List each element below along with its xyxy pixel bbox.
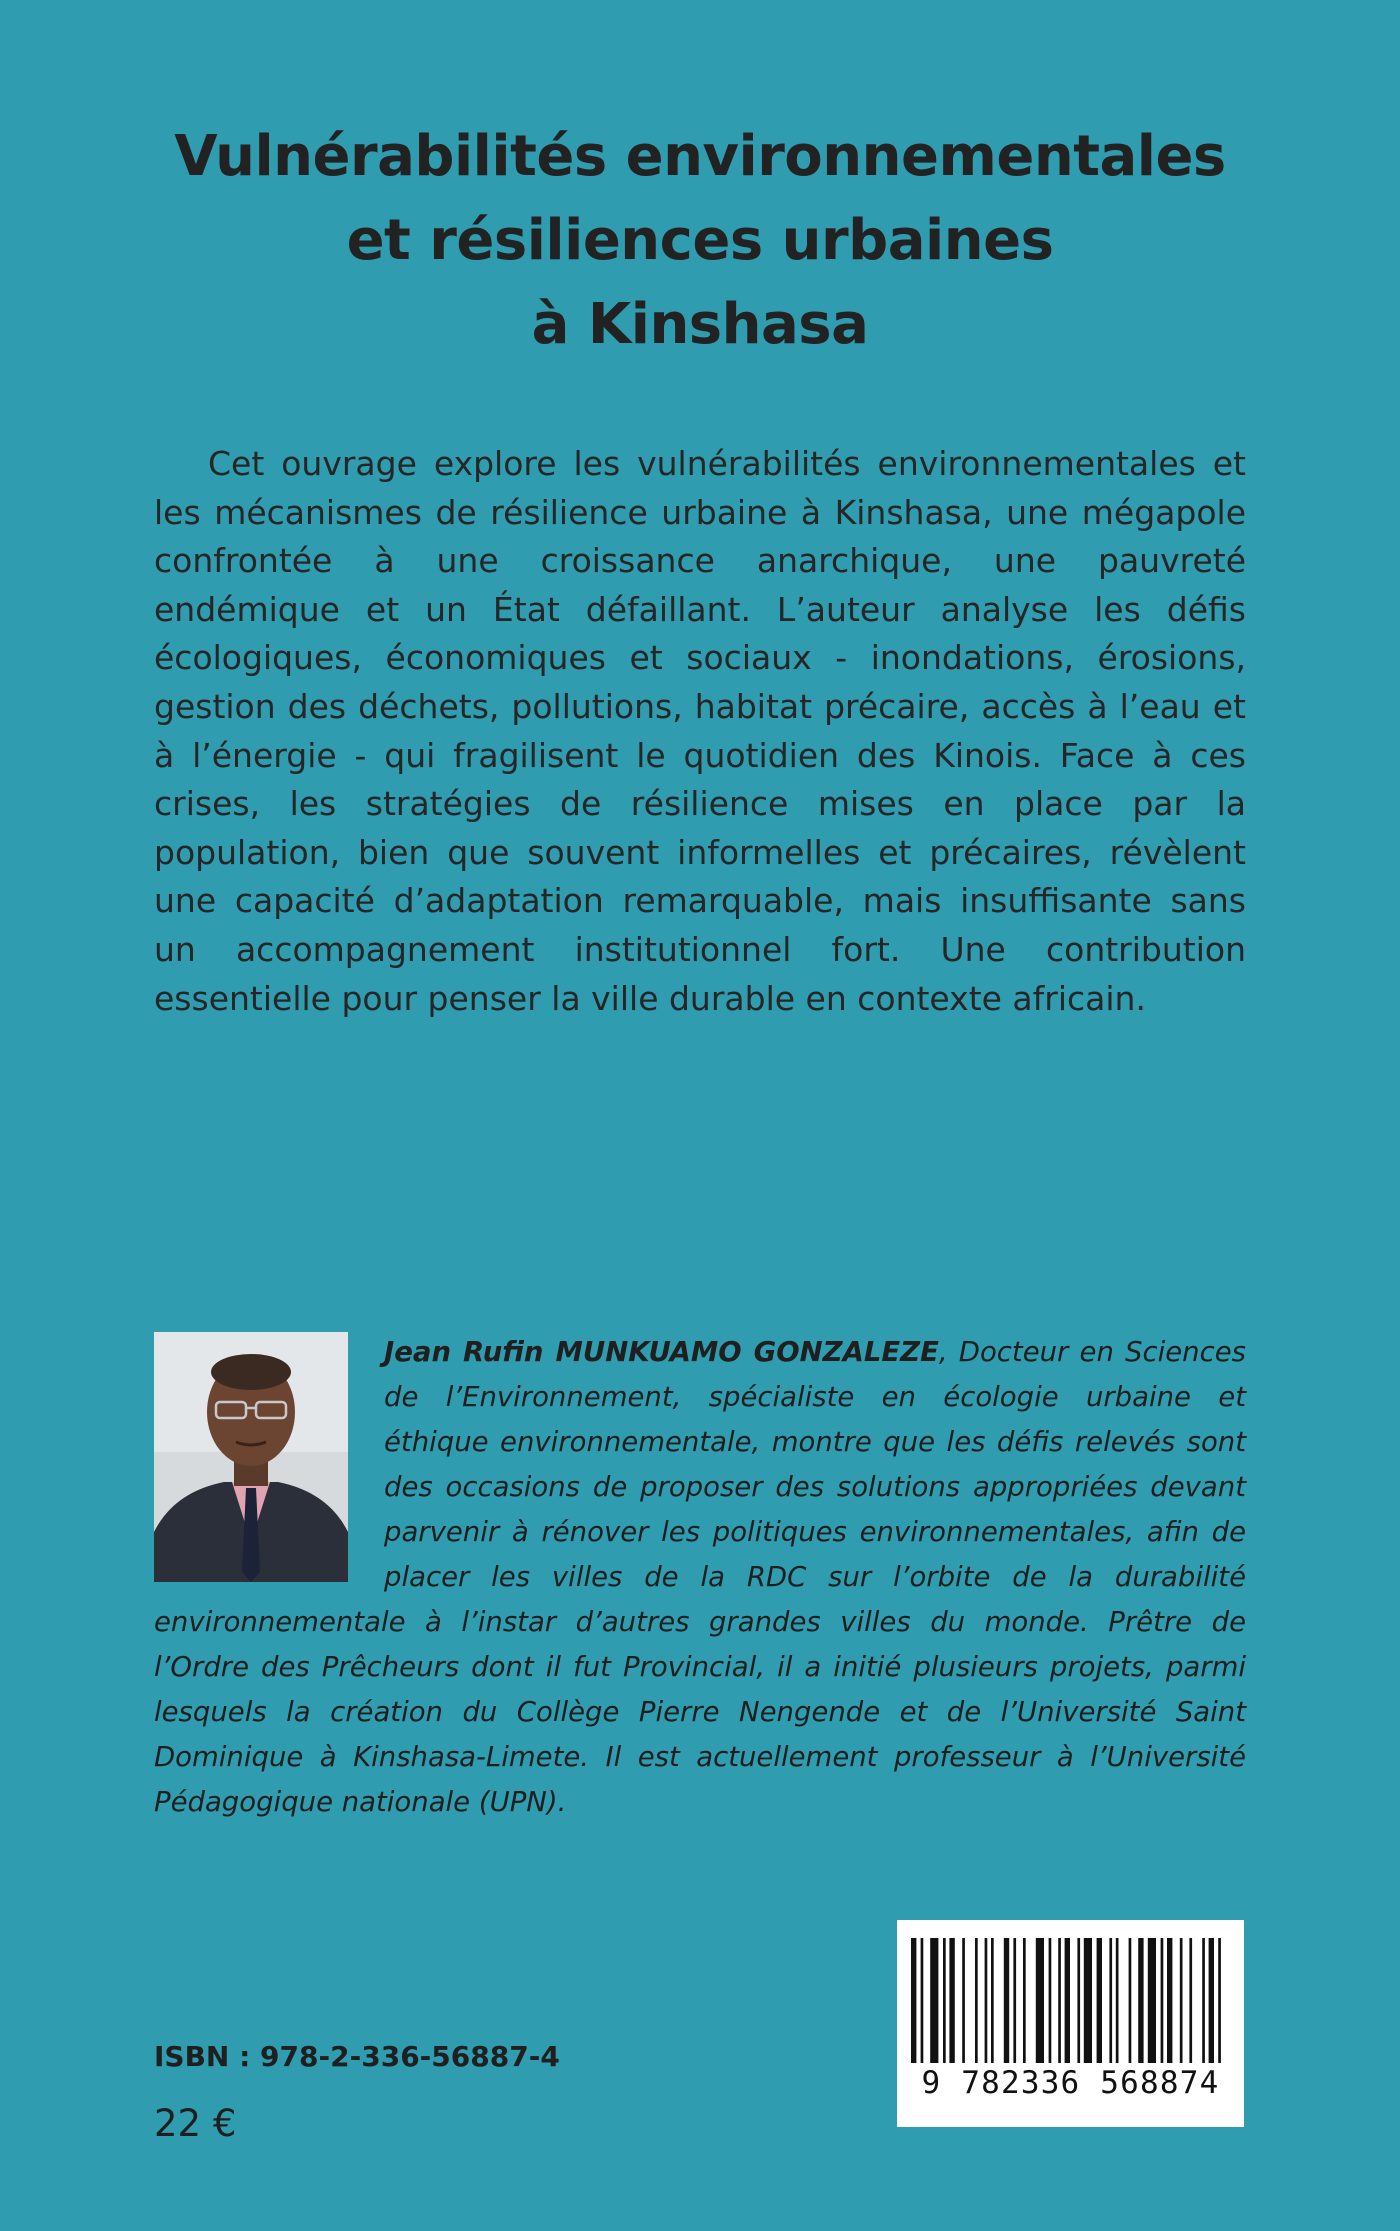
- barcode-bar: [1084, 1938, 1092, 2063]
- barcode-bar: [1167, 1938, 1172, 2063]
- barcode-bar: [1202, 1938, 1205, 2063]
- author-photo: [154, 1332, 348, 1582]
- barcode-bar: [985, 1938, 988, 2063]
- barcode-bar: [930, 1938, 938, 2063]
- barcode-bar: [1065, 1938, 1070, 2063]
- book-summary: Cet ouvrage explore les vulnérabilités environnementales et les mécanismes de résilience urbaine à Kinshasa, une mégapole confrontée à une croissance anarchique, une pauvreté endémique et un État défaillant. L’auteur analyse les défis écologiques, économiques et sociaux - inondations, érosions, gestion des déchets, pollutions, habitat précaire, accès à l’eau et à l’énergie - qui fragilisent le quotidien des Kinois. Face à ces crises, les stratégies de résilience mises en place par la population, bien que souvent informelles et précaires, révèlent une capacité d’adaptation remarquable, mais insuffisante sans un accompagnement institutionnel fort. Une contribution essentielle pour penser la ville durable en contexte africain.: [154, 444, 1246, 1018]
- barcode-bar: [1036, 1938, 1044, 2063]
- barcode-bar: [1189, 1938, 1192, 2063]
- book-title: [0, 115, 1400, 367]
- barcode-bar: [962, 1938, 965, 2063]
- barcode-bar: [1218, 1938, 1221, 2063]
- barcode-bar: [1109, 1938, 1112, 2063]
- barcode-bar: [1209, 1938, 1214, 2063]
- barcode-bar: [1004, 1938, 1009, 2063]
- title-line: et résiliences urbaines: [346, 208, 1054, 273]
- barcode-bar: [1097, 1938, 1102, 2063]
- barcode-bar: [943, 1938, 946, 2063]
- barcode-bar: [1180, 1938, 1183, 2063]
- title-line: à Kinshasa: [531, 292, 869, 357]
- barcode-bar: [1138, 1938, 1143, 2063]
- author-bio-block: [154, 1330, 1246, 1825]
- barcode-bar: [1148, 1938, 1156, 2063]
- barcode-bar: [1116, 1938, 1119, 2063]
- barcode-bar: [975, 1938, 978, 2063]
- barcode-bar: [1058, 1938, 1061, 2063]
- barcode-bar: [991, 1938, 994, 2063]
- price-label: 22 €: [154, 2102, 237, 2145]
- barcode-bar: [921, 1938, 924, 2063]
- author-portrait-icon: [154, 1332, 348, 1582]
- barcode-number: 9 782336 568874: [921, 2065, 1220, 2101]
- barcode-bar: [1049, 1938, 1052, 2063]
- author-bio: , Docteur en Sciences de l’Environnement, spécialiste en écologie urbaine et éthique environnementale, montre que les défis relevés sont des occasions de proposer des solutions appropriées devant parvenir à rénover les politiques environnementales, afin de placer les villes de la RDC sur l’orbite de la durabilité environnementale à l’instar d’autres grandes villes du monde. Prêtre de l’Ordre des Prêcheurs dont il fut Provincial, il a initié plusieurs projets, parmi lesquels la création du Collège Pierre Nengende et de l’Université Saint Dominique à Kinshasa-Limete. Il est actuellement professeur à l’Université Pédagogique nationale (UPN).: [154, 1336, 1246, 1818]
- barcode-bar: [1129, 1938, 1132, 2063]
- isbn-label: ISBN : 978-2-336-56887-4: [154, 2040, 560, 2073]
- barcode-bar: [949, 1938, 954, 2063]
- barcode-bar: [1023, 1938, 1026, 2063]
- barcode-bar: [1077, 1938, 1080, 2063]
- author-name: Jean Rufin MUNKUAMO GONZALEZE: [384, 1336, 939, 1368]
- barcode-bar: [911, 1938, 916, 2063]
- title-line: Vulnérabilités environnementales: [174, 124, 1226, 189]
- barcode-bar: [1013, 1938, 1016, 2063]
- barcode: [897, 1920, 1244, 2127]
- barcode-bar: [1161, 1938, 1164, 2063]
